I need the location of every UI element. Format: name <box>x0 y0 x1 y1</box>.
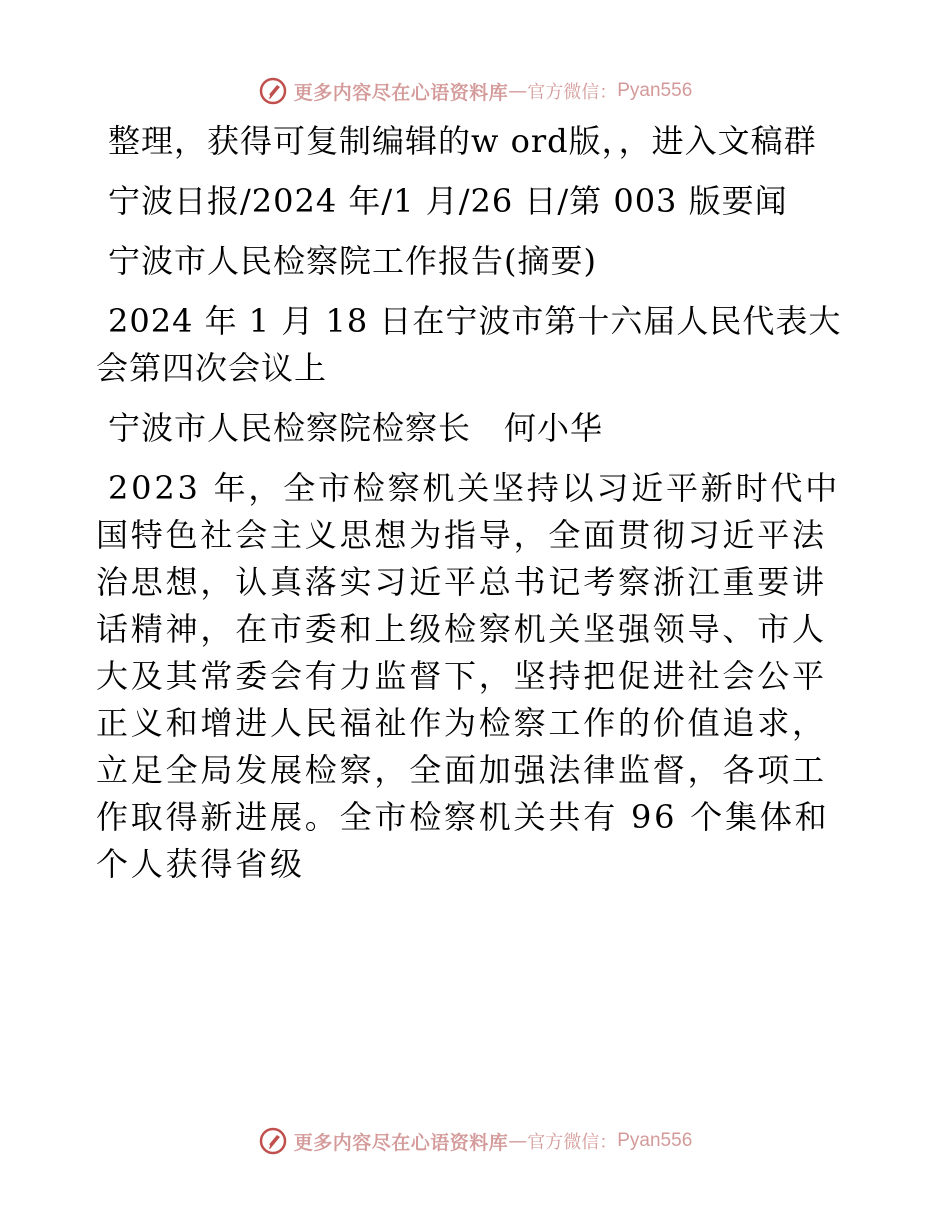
watermark-text: 更多内容尽在心语资料库 <box>293 1131 509 1154</box>
watermark-dash: — <box>508 1130 528 1152</box>
watermark-wechat-id: Pyan556 <box>617 80 693 101</box>
watermark-wechat-id: Pyan556 <box>617 1130 693 1151</box>
pen-logo-icon <box>258 1126 288 1156</box>
source-line: 宁波日报/2024 年/1 月/26 日/第 003 版要闻 <box>108 182 788 220</box>
watermark-official-label: 官方微信： <box>527 1132 618 1153</box>
watermark-official-label: 官方微信： <box>527 82 618 103</box>
report-title: 宁波市人民检察院工作报告(摘要) <box>108 242 597 280</box>
meeting-info: 2024 年 1 月 18 日在宁波市第十六届人民代表大会第四次会议上 <box>96 302 842 387</box>
footer-watermark <box>0 1121 950 1161</box>
header-watermark <box>0 71 950 111</box>
document-body <box>96 118 856 901</box>
body-paragraph: 2023 年，全市检察机关坚持以习近平新时代中国特色社会主义思想为指导，全面贯彻习近平法治思想，认真落实习近平总书记考察浙江重要讲话精神，在市委和上级检察机关坚强领导、市人大及其常委会有力监督下，坚持把促进社会公平正义和增进人民福祉作为检察工作的价值追求，立足全局发展检察，全面加强法律监督，各项工作取得新进展。全市检察机关共有 96 个集体和个人获得省级 <box>96 469 841 883</box>
author-line: 宁波市人民检察院检察长 何小华 <box>108 409 604 447</box>
pen-logo-icon <box>258 76 288 106</box>
watermark-text: 更多内容尽在心语资料库 <box>293 81 509 104</box>
watermark-dash: — <box>508 80 528 102</box>
intro-note: 整理，获得可复制编辑的w ord版，，进入文稿群 <box>108 122 817 160</box>
